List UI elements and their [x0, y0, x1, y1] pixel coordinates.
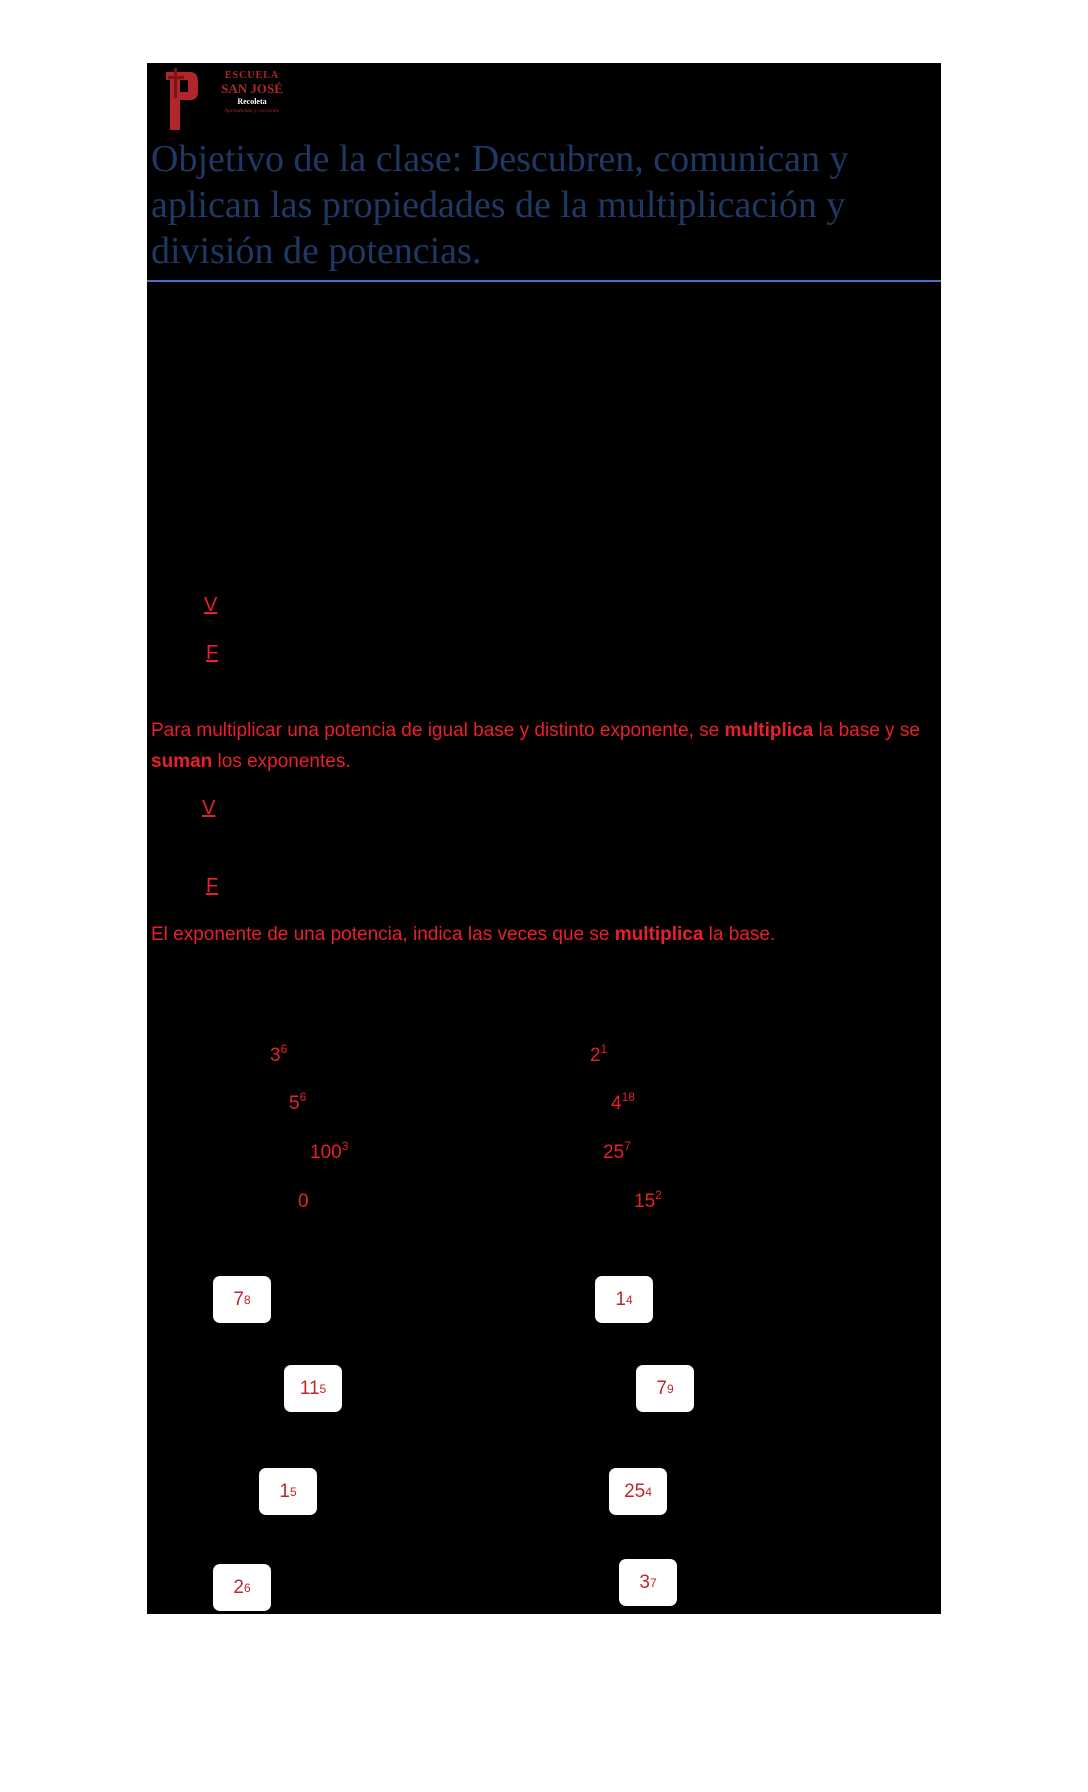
answer-false-2: F: [206, 875, 219, 897]
answer-true-1: V: [204, 594, 218, 616]
statement2-text-b: la base.: [703, 924, 776, 945]
title-divider: [147, 280, 941, 282]
title-line-3: división de potencias.: [151, 230, 482, 272]
logo-line-name: SAN JOSÉ: [221, 81, 283, 96]
statement-exponent-definition: [151, 919, 941, 950]
school-emblem-icon: [160, 66, 200, 134]
logo-line-motto: Aprendiendo y creciendo: [224, 108, 280, 114]
answer-box: 7 8: [213, 1276, 271, 1323]
statement1-text-c: los exponentes.: [212, 751, 351, 772]
answer-box: 1 4: [595, 1276, 653, 1323]
answer-box: 11 5: [284, 1365, 342, 1412]
statement2-bold-a: multiplica: [614, 924, 704, 945]
answer-true-2: V: [202, 797, 216, 819]
statement-multiplication-rule: [151, 715, 941, 777]
school-logo: [160, 66, 305, 134]
power-answer: $100^3$: [310, 1139, 349, 1163]
power-answer: $3^6$: [270, 1042, 288, 1066]
power-answer: $4^{18}$: [611, 1090, 635, 1114]
power-answer: $15^2$: [634, 1188, 662, 1212]
answer-box: 7 9: [636, 1365, 694, 1412]
answer-box: 25 4: [609, 1468, 667, 1515]
statement1-text-b: la base y se: [813, 720, 920, 741]
power-answer: 0: [298, 1191, 309, 1212]
answer-box: 2 6: [213, 1564, 271, 1611]
statement1-bold-b: suman: [151, 751, 213, 772]
title-line-2: aplican las propiedades de la multiplicación y: [151, 184, 846, 226]
statement1-bold-a: multiplica: [724, 720, 814, 741]
logo-line-school: ESCUELA: [224, 70, 280, 81]
title-line-1: Objetivo de la clase: Descubren, comunican y: [151, 138, 849, 180]
worksheet-page: [147, 63, 941, 1614]
statement1-text-a: Para multiplicar una potencia de igual base y distinto exponente, se: [151, 720, 725, 741]
power-answer: $5^6$: [289, 1090, 307, 1114]
statement2-text-a: El exponente de una potencia, indica las veces que se: [151, 924, 615, 945]
page-title: [151, 136, 941, 274]
answer-box: 3 7: [619, 1559, 677, 1606]
power-answer: $25^7$: [603, 1139, 631, 1163]
answer-box: 1 5: [259, 1468, 317, 1515]
answer-false-1: F: [206, 642, 219, 664]
logo-line-city: Recoleta: [237, 97, 267, 106]
power-answer: $2^1$: [590, 1042, 608, 1066]
